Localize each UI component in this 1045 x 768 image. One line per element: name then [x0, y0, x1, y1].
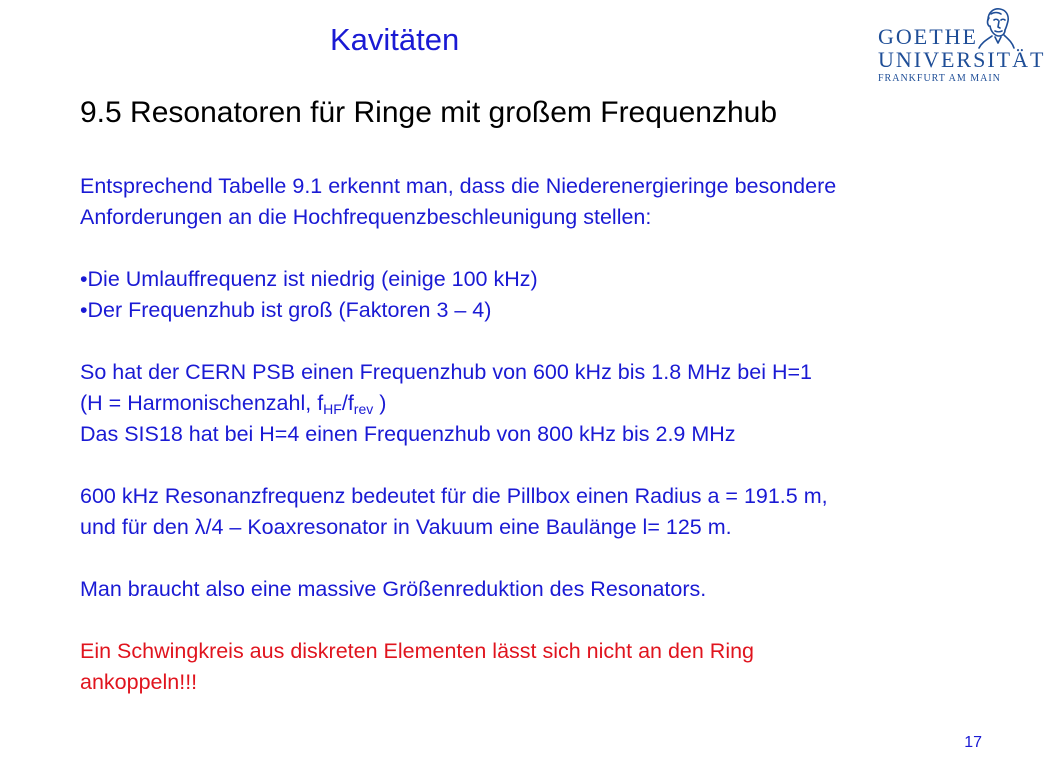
goethe-portrait-icon: [976, 6, 1016, 50]
subscript-hf: HF: [323, 401, 342, 417]
section-heading: 9.5 Resonatoren für Ringe mit großem Frequenzhub: [80, 96, 778, 129]
harmonic-middle: /f: [341, 391, 354, 415]
logo-line-goethe: GOETHE: [878, 24, 978, 49]
frequency-paragraph: [80, 357, 1000, 450]
harmonic-suffix: ): [373, 391, 387, 415]
warning-paragraph: [80, 636, 1000, 698]
warning-line: ankoppeln!!!: [80, 670, 198, 694]
resonance-line: und für den λ/4 – Koaxresonator in Vakuum eine Baulänge l= 125 m.: [80, 515, 732, 539]
cern-psb-line: So hat der CERN PSB einen Frequenzhub von 600 kHz bis 1.8 MHz bei H=1: [80, 360, 812, 384]
reduction-line: Man braucht also eine massive Größenreduktion des Resonators.: [80, 577, 707, 601]
harmonic-prefix: (H = Harmonischenzahl, f: [80, 391, 324, 415]
slide-title: Kavitäten: [330, 22, 460, 57]
harmonic-number-line: [80, 388, 1000, 419]
subscript-rev: rev: [353, 401, 374, 417]
intro-line: Anforderungen an die Hochfrequenzbeschleunigung stellen:: [80, 205, 652, 229]
university-logo: [872, 6, 1045, 84]
logo-line-universitaet: UNIVERSITÄT: [878, 47, 1045, 72]
intro-line: Entsprechend Tabelle 9.1 erkennt man, dass die Niederenergieringe besondere: [80, 174, 837, 198]
bullet-item: •Die Umlauffrequenz ist niedrig (einige 100 kHz): [80, 267, 538, 291]
page-number: 17: [964, 734, 982, 751]
sis18-line: Das SIS18 hat bei H=4 einen Frequenzhub von 800 kHz bis 2.9 MHz: [80, 422, 736, 446]
slide-body: [80, 171, 1000, 729]
bullet-list: [80, 264, 1000, 326]
bullet-item: •Der Frequenzhub ist groß (Faktoren 3 – 4): [80, 298, 492, 322]
intro-paragraph: [80, 171, 1000, 233]
logo-line-frankfurt: FRANKFURT AM MAIN: [878, 73, 1001, 84]
resonance-paragraph: [80, 481, 1000, 543]
resonance-line: 600 kHz Resonanzfrequenz bedeutet für die Pillbox einen Radius a = 191.5 m,: [80, 484, 828, 508]
reduction-paragraph: [80, 574, 1000, 605]
warning-line: Ein Schwingkreis aus diskreten Elementen lässt sich nicht an den Ring: [80, 639, 755, 663]
